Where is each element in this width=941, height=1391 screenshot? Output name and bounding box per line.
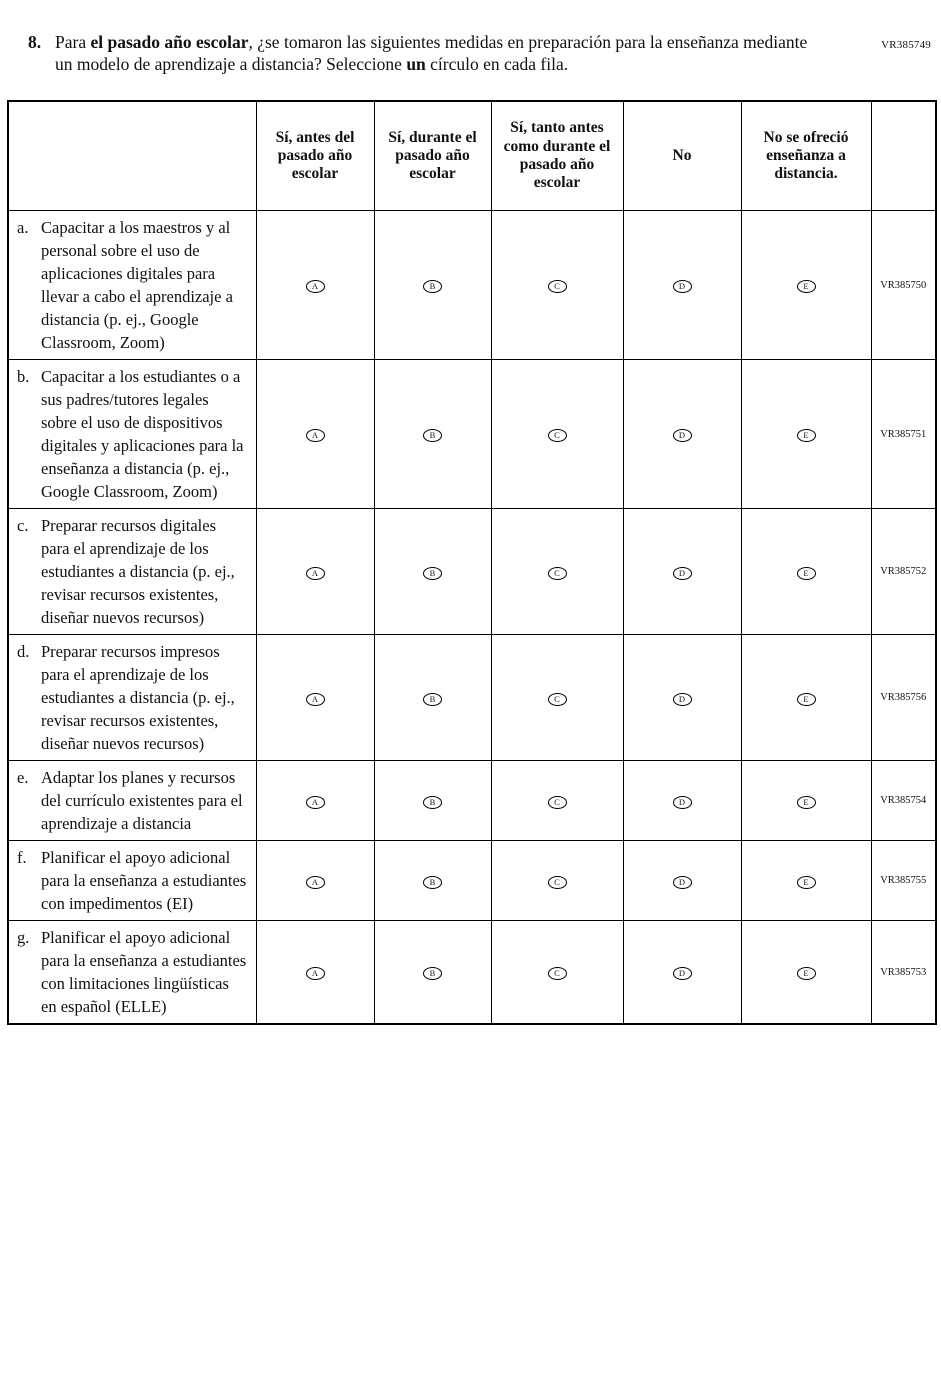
- answer-table: [7, 100, 937, 1026]
- option-cell: [374, 841, 491, 921]
- answer-bubble-d[interactable]: D: [673, 429, 692, 442]
- row-code: VR385755: [871, 841, 936, 921]
- row-text: Planificar el apoyo adicional para la enseñanza a estudiantes con impedimentos (EI): [41, 848, 247, 914]
- option-cell: [741, 761, 871, 841]
- answer-bubble-c[interactable]: C: [548, 429, 567, 442]
- row-text: Capacitar a los estudiantes o a sus padres/tutores legales sobre el uso de dispositivos digitales y aplicaciones para la enseñanza a distancia (p. ej., Google Classroom, Zoom): [41, 367, 244, 502]
- option-cell: [491, 921, 623, 1025]
- question-seg-2-bold: el pasado año escolar: [90, 32, 249, 52]
- header-option-c: Sí, tanto antes como durante el pasado año escolar: [491, 101, 623, 211]
- answer-bubble-e[interactable]: E: [797, 876, 816, 889]
- option-cell: [491, 841, 623, 921]
- option-cell: [491, 509, 623, 635]
- row-letter: b.: [17, 367, 30, 387]
- option-cell: [256, 841, 374, 921]
- option-cell: [256, 360, 374, 509]
- answer-bubble-a[interactable]: A: [306, 796, 325, 809]
- row-label: [8, 211, 256, 360]
- question-seg-5: círculo en cada fila.: [425, 54, 569, 75]
- answer-bubble-d[interactable]: D: [673, 280, 692, 293]
- option-cell: [374, 509, 491, 635]
- option-cell: [491, 635, 623, 761]
- row-text: Preparar recursos impresos para el aprendizaje de los estudiantes a distancia (p. ej., revisar recursos existentes, diseñar nuevos recursos): [41, 642, 235, 754]
- answer-bubble-b[interactable]: B: [423, 280, 442, 293]
- option-cell: [741, 921, 871, 1025]
- answer-table-body: [8, 211, 936, 1025]
- row-label: [8, 761, 256, 841]
- option-cell: [374, 211, 491, 360]
- option-cell: [623, 635, 741, 761]
- row-code: VR385750: [871, 211, 936, 360]
- row-letter: g.: [17, 928, 30, 948]
- answer-bubble-c[interactable]: C: [548, 967, 567, 980]
- option-cell: [491, 360, 623, 509]
- question-number: 8.: [28, 32, 42, 52]
- row-code: VR385754: [871, 761, 936, 841]
- answer-bubble-d[interactable]: D: [673, 796, 692, 809]
- answer-bubble-e[interactable]: E: [797, 280, 816, 293]
- answer-bubble-d[interactable]: D: [673, 876, 692, 889]
- answer-bubble-b[interactable]: B: [423, 876, 442, 889]
- question-seg-3: , ¿se tomaron las siguientes medidas en preparación para la enseñanza mediante un modelo de aprendizaje a distancia? Seleccione: [55, 32, 808, 75]
- question-8: [28, 31, 823, 76]
- row-letter: c.: [17, 516, 29, 536]
- answer-bubble-c[interactable]: C: [548, 280, 567, 293]
- option-cell: [741, 841, 871, 921]
- answer-bubble-d[interactable]: D: [673, 967, 692, 980]
- row-code: VR385751: [871, 360, 936, 509]
- option-cell: [374, 921, 491, 1025]
- header-option-d: No: [623, 101, 741, 211]
- question-seg-4-bold: un: [406, 54, 426, 75]
- option-cell: [256, 635, 374, 761]
- option-cell: [623, 211, 741, 360]
- row-text: Preparar recursos digitales para el aprendizaje de los estudiantes a distancia (p. ej., revisar recursos existentes, diseñar nuevos recursos): [41, 516, 235, 628]
- option-cell: [623, 761, 741, 841]
- option-cell: [741, 211, 871, 360]
- row-letter: a.: [17, 218, 29, 238]
- answer-bubble-a[interactable]: A: [306, 567, 325, 580]
- answer-bubble-c[interactable]: C: [548, 796, 567, 809]
- question-text: [55, 31, 823, 76]
- option-cell: [741, 509, 871, 635]
- table-row: [8, 211, 936, 360]
- option-cell: [491, 761, 623, 841]
- answer-bubble-a[interactable]: A: [306, 967, 325, 980]
- option-cell: [256, 211, 374, 360]
- table-row: [8, 360, 936, 509]
- row-label: [8, 360, 256, 509]
- table-row: [8, 509, 936, 635]
- row-code: VR385756: [871, 635, 936, 761]
- header-option-a: Sí, antes del pasado año escolar: [256, 101, 374, 211]
- option-cell: [623, 360, 741, 509]
- answer-bubble-a[interactable]: A: [306, 280, 325, 293]
- row-text: Capacitar a los maestros y al personal sobre el uso de aplicaciones digitales para llevar a cabo el aprendizaje a distancia (p. ej., Google Classroom, Zoom): [41, 218, 233, 353]
- row-label: [8, 921, 256, 1025]
- answer-bubble-c[interactable]: C: [548, 876, 567, 889]
- option-cell: [741, 635, 871, 761]
- header-empty-code: [871, 101, 936, 211]
- answer-bubble-a[interactable]: A: [306, 693, 325, 706]
- row-label: [8, 509, 256, 635]
- answer-bubble-d[interactable]: D: [673, 693, 692, 706]
- answer-bubble-b[interactable]: B: [423, 796, 442, 809]
- table-row: [8, 761, 936, 841]
- answer-bubble-a[interactable]: A: [306, 429, 325, 442]
- row-letter: f.: [17, 848, 27, 868]
- answer-bubble-d[interactable]: D: [673, 567, 692, 580]
- answer-bubble-b[interactable]: B: [423, 967, 442, 980]
- answer-bubble-e[interactable]: E: [797, 693, 816, 706]
- option-cell: [256, 921, 374, 1025]
- option-cell: [623, 509, 741, 635]
- row-letter: d.: [17, 642, 30, 662]
- option-cell: [491, 211, 623, 360]
- option-cell: [256, 761, 374, 841]
- option-cell: [374, 761, 491, 841]
- option-cell: [741, 360, 871, 509]
- header-option-e: No se ofreció enseñanza a distancia.: [741, 101, 871, 211]
- table-row: [8, 841, 936, 921]
- option-cell: [623, 921, 741, 1025]
- answer-bubble-a[interactable]: A: [306, 876, 325, 889]
- answer-bubble-c[interactable]: C: [548, 693, 567, 706]
- row-label: [8, 841, 256, 921]
- row-text: Adaptar los planes y recursos del currículo existentes para el aprendizaje a distancia: [41, 768, 243, 834]
- option-cell: [623, 841, 741, 921]
- answer-bubble-e[interactable]: E: [797, 796, 816, 809]
- table-row: [8, 921, 936, 1025]
- row-letter: e.: [17, 768, 29, 788]
- answer-bubble-e[interactable]: E: [797, 567, 816, 580]
- table-row: [8, 635, 936, 761]
- row-text: Planificar el apoyo adicional para la enseñanza a estudiantes con limitaciones lingüísticas en español (ELLE): [41, 928, 247, 1017]
- header-row: [8, 101, 936, 211]
- answer-bubble-b[interactable]: B: [423, 567, 442, 580]
- answer-bubble-e[interactable]: E: [797, 429, 816, 442]
- header-option-b: Sí, durante el pasado año escolar: [374, 101, 491, 211]
- answer-bubble-c[interactable]: C: [548, 567, 567, 580]
- row-code: VR385752: [871, 509, 936, 635]
- question-seg-1: Para: [55, 32, 91, 52]
- row-code: VR385753: [871, 921, 936, 1025]
- page-code: VR385749: [881, 39, 931, 51]
- option-cell: [374, 360, 491, 509]
- option-cell: [374, 635, 491, 761]
- option-cell: [256, 509, 374, 635]
- answer-bubble-b[interactable]: B: [423, 429, 442, 442]
- answer-bubble-e[interactable]: E: [797, 967, 816, 980]
- answer-bubble-b[interactable]: B: [423, 693, 442, 706]
- header-empty-label: [8, 101, 256, 211]
- row-label: [8, 635, 256, 761]
